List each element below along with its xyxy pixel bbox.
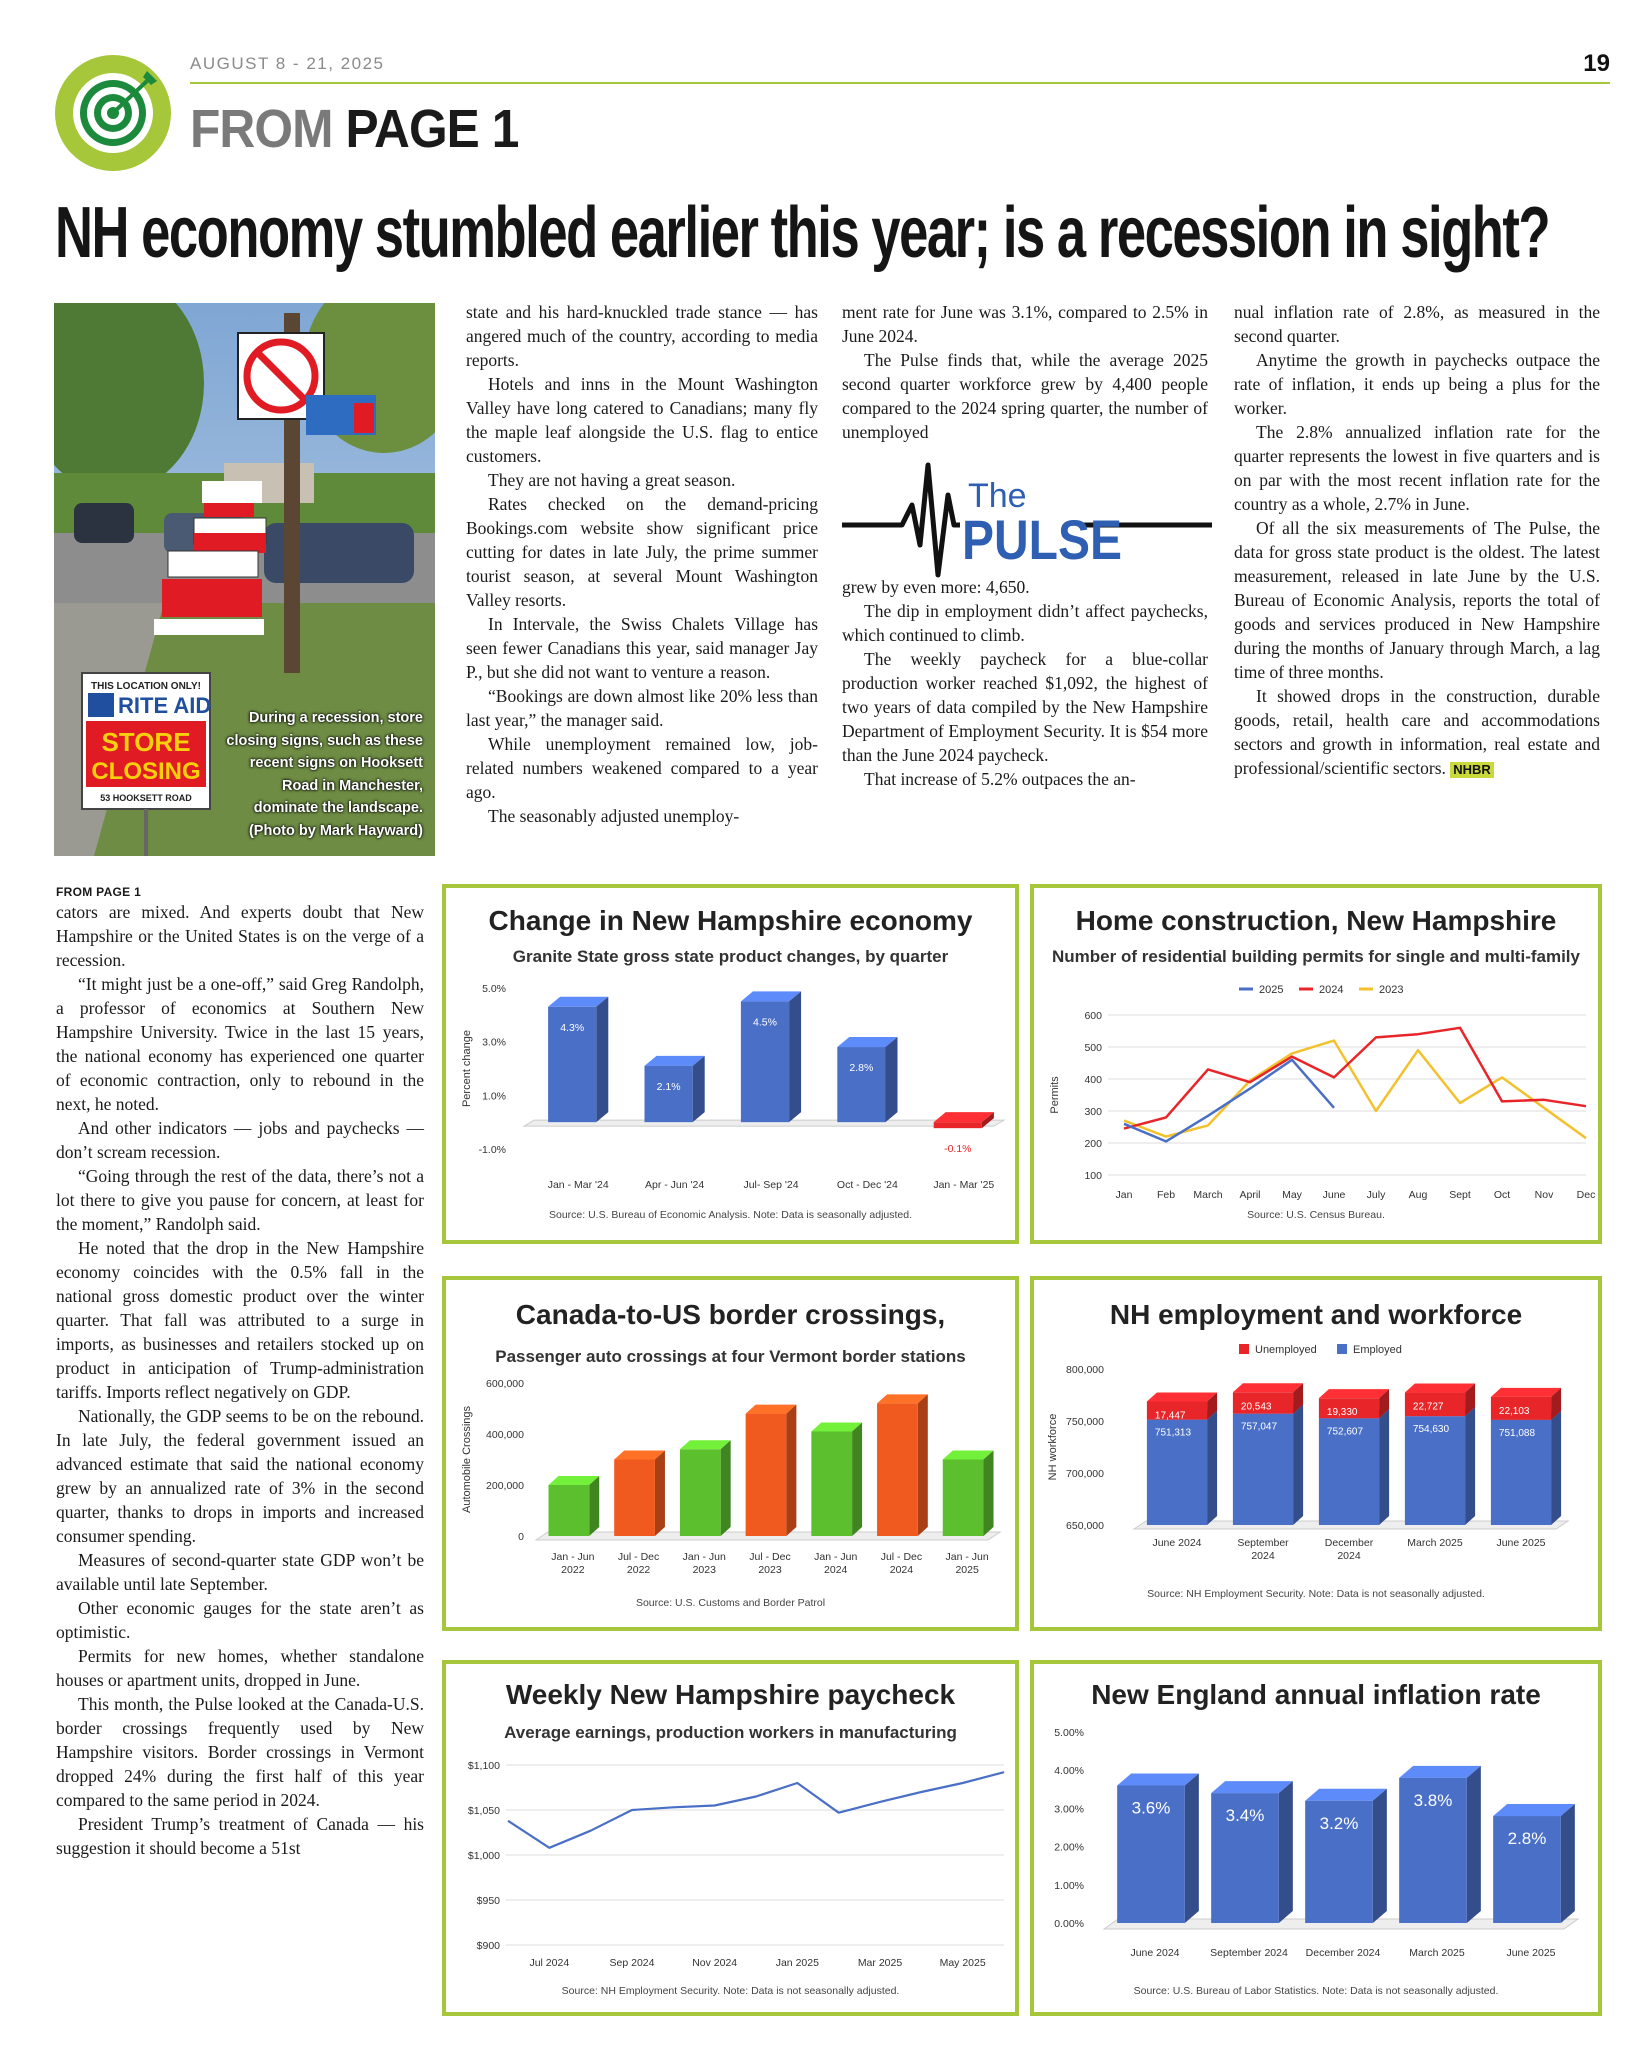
paragraph: “Bookings are down almost like 20% less than last year,” the manager said.: [466, 686, 818, 730]
x-tick-label: Jan - Mar '25: [933, 1179, 995, 1191]
paragraph: And other indicators — jobs and paychecks — don’t scream recession.: [56, 1118, 424, 1162]
bar: [680, 1449, 721, 1536]
x-tick-label: Sep 2024: [609, 1957, 655, 1969]
chart-gsp-box: [442, 884, 1019, 1244]
x-tick-label: Jan - Jun: [814, 1551, 858, 1563]
legend-label: 2024: [1319, 984, 1344, 996]
y-tick-label: 500: [1084, 1042, 1102, 1054]
bar-side: [693, 1056, 705, 1122]
x-tick-label: December: [1324, 1537, 1374, 1549]
legend-label: 2025: [1259, 984, 1284, 996]
x-tick-label: May 2025: [939, 1957, 986, 1969]
paragraph: cators are mixed. And experts doubt that New Hampshire or the United States is on the verge of a recession.: [56, 902, 424, 970]
chart-subtitle: Average earnings, production workers in manufacturing: [504, 1723, 957, 1742]
sign-store-text: STORE: [101, 727, 191, 757]
chart-source: Source: NH Employment Security. Note: Data is not seasonally adjusted.: [561, 1985, 900, 1997]
bar-side: [886, 1037, 898, 1122]
y-tick-label: 5.0%: [482, 983, 506, 995]
x-tick-label: Jan: [1115, 1189, 1133, 1201]
bar-top: [1233, 1383, 1303, 1392]
paragraph: ment rate for June was 3.1%, compared to 2.5% in June 2024.: [842, 302, 1208, 346]
chart-source: Source: U.S. Customs and Border Patrol: [635, 1597, 826, 1609]
bar-side: [1185, 1773, 1199, 1923]
y-tick-label: 800,000: [1066, 1364, 1104, 1376]
bar-value-label: 3.2%: [1319, 1813, 1359, 1833]
paragraph: Hotels and inns in the Mount Washington Valley have long catered to Canadians; many fly the maple leaf alongside the U.S. flag to entice customers.: [466, 374, 818, 466]
bar: [548, 1485, 589, 1536]
chart-source: Source: U.S. Census Bureau.: [1247, 1209, 1385, 1221]
bar-side: [786, 1405, 796, 1536]
bar-side: [852, 1422, 862, 1536]
bar: [837, 1047, 885, 1122]
chart-permits-box: [1030, 884, 1602, 1244]
paragraph: Nationally, the GDP seems to be on the rebound. In late July, the federal government issued an advanced estimate that said the national economy grew by an annualized rate of 3% in the second quarter, thanks to drops in imports and increased consumer spending.: [56, 1406, 424, 1546]
bar-top: [1399, 1766, 1481, 1778]
y-tick-label: $1,100: [467, 1760, 500, 1772]
pulse-the-text: The: [968, 477, 1027, 515]
page-number: 19: [1583, 50, 1610, 77]
y-tick-label: 700,000: [1066, 1468, 1104, 1480]
x-tick-label: April: [1239, 1189, 1261, 1201]
sign-address-text: 53 HOOKSETT ROAD: [100, 793, 192, 803]
y-tick-label: $1,050: [467, 1805, 500, 1817]
bar-side: [589, 1476, 599, 1536]
bar-top: [1493, 1804, 1575, 1816]
bar-value-label: 3.4%: [1225, 1806, 1265, 1826]
x-tick-label: Dec: [1576, 1189, 1596, 1201]
chart-svg: [1034, 1280, 1598, 1627]
x-tick-label-year: 2022: [561, 1564, 585, 1576]
pulse-name-text: PULSE: [962, 508, 1122, 571]
y-tick-label: 5.00%: [1054, 1727, 1084, 1739]
x-tick-label: Jan - Jun: [551, 1551, 595, 1563]
x-tick-label: June: [1322, 1189, 1346, 1201]
header-rule: [190, 82, 1610, 84]
article-column-2-top: [842, 300, 1208, 444]
y-axis-label: Percent change: [461, 1029, 473, 1108]
bar-side: [1561, 1804, 1575, 1923]
bar-top: [1117, 1773, 1199, 1785]
paragraph: Permits for new homes, whether standalone houses or apartment units, dropped in June.: [56, 1646, 424, 1690]
y-tick-label: 300: [1084, 1106, 1102, 1118]
bar-top: [1211, 1781, 1293, 1793]
issue-dateline: AUGUST 8 - 21, 2025: [190, 54, 385, 73]
employed-value-label: 754,630: [1412, 1424, 1450, 1436]
bar-side: [1373, 1789, 1387, 1923]
sign-location-text: THIS LOCATION ONLY!: [91, 681, 201, 692]
bar-value-label: 2.8%: [1507, 1829, 1547, 1849]
bar-top: [1305, 1789, 1387, 1801]
chart-title: Weekly New Hampshire paycheck: [505, 1679, 956, 1710]
y-tick-label: $950: [476, 1895, 500, 1907]
bar-side: [1379, 1409, 1389, 1525]
article-left-column: [56, 900, 424, 1860]
y-tick-label: 3.00%: [1054, 1803, 1084, 1816]
x-tick-label: September 2024: [1210, 1947, 1288, 1959]
x-tick-label-year: 2024: [1251, 1550, 1275, 1562]
sign-closing-text: CLOSING: [91, 758, 201, 785]
paragraph: The weekly paycheck for a blue-collar production worker reached $1,092, the highest of two years of data compiled by the New Hampshire Department of Employment Security. It is $54 more than the June 2024 paycheck.: [842, 649, 1208, 765]
x-tick-label: June 2024: [1152, 1537, 1202, 1549]
chart-title: Home construction, New Hampshire: [1075, 905, 1557, 936]
section-logo: [55, 55, 171, 171]
chart-border-box: [442, 1276, 1019, 1631]
bar-side: [789, 991, 801, 1122]
bar-side: [1293, 1405, 1303, 1525]
y-tick-label: 3.0%: [482, 1036, 506, 1049]
chart-source: Source: NH Employment Security. Note: Data is not seasonally adjusted.: [1147, 1588, 1485, 1600]
y-tick-label: 400: [1084, 1074, 1102, 1086]
article-column-2-bottom: [842, 575, 1208, 791]
y-tick-label: -1.0%: [478, 1144, 506, 1156]
chart-svg: [446, 888, 1015, 1240]
y-tick-label: 750,000: [1066, 1416, 1104, 1428]
bar-top: [1405, 1384, 1475, 1393]
x-tick-label: Jul - Dec: [617, 1551, 660, 1563]
chart-subtitle: Granite State gross state product changes, by quarter: [512, 947, 949, 966]
y-tick-label: 600,000: [486, 1378, 524, 1390]
x-tick-label: Jan - Jun: [945, 1551, 989, 1563]
chart-employment-box: [1030, 1276, 1602, 1631]
y-tick-label: 200,000: [486, 1480, 524, 1492]
bar-top: [1491, 1388, 1561, 1397]
bar: [811, 1431, 852, 1536]
x-tick-label-year: 2025: [955, 1564, 979, 1576]
x-tick-label: Nov: [1534, 1189, 1554, 1201]
x-tick-label: March: [1193, 1189, 1223, 1201]
paragraph: Measures of second-quarter state GDP won’t be available until late September.: [56, 1550, 424, 1594]
x-tick-label: June 2025: [1496, 1537, 1546, 1549]
x-tick-label: Jul - Dec: [749, 1551, 791, 1563]
y-tick-label: 1.0%: [482, 1090, 506, 1103]
store-closing-photo: [54, 303, 435, 856]
x-tick-label: Jan - Jun: [682, 1551, 726, 1563]
x-tick-label: June 2024: [1130, 1947, 1180, 1959]
legend-swatch: [1239, 1344, 1249, 1354]
bar-top: [1319, 1389, 1389, 1398]
x-tick-label-year: 2024: [1337, 1550, 1361, 1562]
legend-label: 2023: [1379, 984, 1404, 996]
x-tick-label-year: 2023: [758, 1564, 782, 1576]
x-tick-label: Oct: [1493, 1189, 1511, 1201]
paragraph: Rates checked on the demand-pricing Bookings.com website show significant price cutting for dates in late July, the prime summer tourist season, at several Mount Washington Valley resorts.: [466, 494, 818, 610]
article-column-1: [466, 300, 818, 828]
x-tick-label: Jan - Mar '24: [547, 1179, 609, 1191]
y-axis-label: Automobile Crossings: [461, 1406, 473, 1513]
bar-side: [1467, 1766, 1481, 1923]
bar: [614, 1460, 655, 1537]
x-tick-label: Nov 2024: [692, 1957, 738, 1969]
paragraph: President Trump’s treatment of Canada — his suggestion it should become a 51st: [56, 1814, 424, 1858]
unemployed-value-label: 22,103: [1498, 1405, 1530, 1417]
chart-title: NH employment and workforce: [1109, 1299, 1523, 1330]
section-title-dark: PAGE 1: [345, 99, 519, 159]
paragraph: The seasonably adjusted unemploy-: [488, 806, 740, 826]
article-column-3: [1234, 300, 1600, 780]
legend-label: Unemployed: [1255, 1344, 1317, 1356]
bar: [934, 1122, 982, 1128]
unemployed-value-label: 22,727: [1412, 1401, 1444, 1413]
x-tick-label: Oct - Dec '24: [836, 1179, 898, 1191]
y-axis-label: NH workforce: [1047, 1413, 1059, 1481]
paragraph-text: It showed drops in the construction, durable goods, retail, health care and accommodations sectors and growth in information, real estate and professional/scientific sectors.: [1234, 686, 1600, 778]
paragraph: state and his hard-knuckled trade stance — has angered much of the country, according to media reports.: [466, 302, 818, 370]
bar: [943, 1460, 984, 1537]
paragraph: grew by even more: 4,650.: [842, 577, 1030, 597]
section-title: [190, 98, 518, 160]
section-title-grey: FROM: [190, 99, 333, 159]
x-tick-label: Feb: [1156, 1189, 1176, 1201]
paragraph: Of all the six measurements of The Pulse, the data for gross state product is the oldest. The latest measurement, released in late June by the U.S. Bureau of Economic Analysis, reports the total of goods and services produced in New Hampshire during the months of January through March, a lag time of three months.: [1234, 518, 1600, 682]
chart-paycheck-box: [442, 1660, 1019, 2016]
paragraph: This month, the Pulse looked at the Canada-U.S. border crossings frequently used by New Hampshire visitors. Border crossings in Vermont dropped 24% during the first half of this year compared to the same period in 2024.: [56, 1694, 424, 1810]
bar-side: [1551, 1411, 1561, 1525]
chart-title: Change in New Hampshire economy: [488, 905, 973, 936]
bar-value-label: 3.6%: [1131, 1798, 1171, 1818]
from-page-label: FROM PAGE 1: [56, 885, 142, 899]
paragraph: That increase of 5.2% outpaces the an-: [864, 769, 1136, 789]
chart-svg: [446, 1664, 1015, 2012]
bar-value-label: 4.3%: [560, 1021, 585, 1034]
paragraph: He noted that the drop in the New Hampshire economy coincides with the 0.5% fall in the national gross domestic product over the winter quarter. That fall was attributed to a surge in imports, as businesses and retailers stocked up on product in anticipation of Trump-administration tariffs. Imports reflect negatively on GDP.: [56, 1238, 424, 1402]
x-tick-label: Jan 2025: [775, 1957, 819, 1969]
bar-side: [1207, 1411, 1217, 1525]
legend-swatch: [1337, 1344, 1347, 1354]
chart-subtitle: Passenger auto crossings at four Vermont border stations: [495, 1347, 966, 1366]
y-tick-label: 100: [1084, 1170, 1102, 1182]
y-tick-label: 600: [1084, 1010, 1102, 1022]
bar-value-label: 4.5%: [753, 1016, 777, 1029]
bar-side: [1465, 1407, 1475, 1525]
legend-label: Employed: [1353, 1344, 1402, 1356]
x-tick-label: Jul 2024: [529, 1957, 570, 1969]
y-tick-label: $900: [476, 1940, 500, 1952]
x-tick-label: July: [1366, 1189, 1386, 1201]
chart-source: Source: U.S. Bureau of Economic Analysis. Note: Data is seasonally adjusted.: [548, 1209, 913, 1221]
y-axis-label: Permits: [1049, 1076, 1061, 1114]
x-tick-label: March 2025: [1407, 1537, 1463, 1549]
x-tick-label: March 2025: [1409, 1947, 1465, 1959]
x-tick-label-year: 2022: [626, 1564, 651, 1576]
chart-inflation-box: [1030, 1660, 1602, 2016]
x-tick-label: May: [1282, 1189, 1302, 1201]
y-tick-label: 650,000: [1066, 1520, 1104, 1532]
bar-side: [918, 1394, 928, 1536]
paragraph: nual inflation rate of 2.8%, as measured in the second quarter.: [1234, 302, 1600, 346]
bar: [877, 1403, 918, 1536]
pulse-logo: [842, 445, 1212, 580]
y-tick-label: 200: [1084, 1138, 1102, 1150]
paragraph: “It might just be a one-off,” said Greg Randolph, a professor of economics at Southern New Hampshire University. Twice in the last 15 years, the national economy has experienced one quarter of economic contraction, only to rebound in the next, he noted.: [56, 974, 424, 1114]
y-tick-label: 2.00%: [1054, 1841, 1084, 1854]
paragraph: In Intervale, the Swiss Chalets Village has seen fewer Canadians this year, said manager Jay P., but she did not want to venture a reason.: [466, 614, 818, 682]
chart-svg: [1034, 1664, 1598, 2012]
paragraph: The 2.8% annualized inflation rate for the quarter represents the lowest in five quarters and is on par with the most recent inflation rate for the country as a whole, 2.7% in June.: [1234, 422, 1600, 514]
paragraph: The Pulse finds that, while the average 2025 second quarter workforce grew by 4,400 people compared to the 2024 spring quarter, the number of unemployed: [842, 350, 1208, 442]
employed-value-label: 751,088: [1498, 1427, 1536, 1439]
unemployed-value-label: 20,543: [1240, 1401, 1272, 1413]
heartbeat-icon: [842, 445, 1212, 580]
x-tick-label: September: [1237, 1537, 1289, 1549]
y-tick-label: 1.00%: [1054, 1879, 1084, 1892]
bar-side: [1279, 1781, 1293, 1923]
target-icon: [55, 55, 171, 171]
paragraph: While unemployment remained low, job-related numbers weakened compared to a year ago.: [466, 734, 818, 802]
bar-side: [596, 997, 608, 1122]
paragraph: Other economic gauges for the state aren’t as optimistic.: [56, 1598, 424, 1642]
paragraph: “Going through the rest of the data, there’s not a lot there to give you pause for concern, at least for the moment,” Randolph said.: [56, 1166, 424, 1234]
x-tick-label: December 2024: [1305, 1947, 1381, 1959]
nhbr-signoff: NHBR: [1450, 762, 1494, 778]
paragraph: They are not having a great season.: [488, 470, 736, 490]
bar: [746, 1414, 787, 1536]
bar: [645, 1066, 693, 1122]
bar-value-label: -0.1%: [944, 1143, 972, 1156]
x-tick-label-year: 2023: [692, 1564, 716, 1576]
unemployed-value-label: 19,330: [1326, 1407, 1358, 1419]
x-tick-label-year: 2024: [889, 1564, 914, 1576]
chart-svg: [446, 1280, 1015, 1627]
bar-side: [984, 1451, 994, 1537]
series-line-2025: [1124, 1060, 1334, 1142]
x-tick-label: Jul - Dec: [880, 1551, 923, 1563]
chart-title: Canada-to-US border crossings,: [515, 1299, 946, 1330]
y-tick-label: 400,000: [486, 1429, 524, 1441]
chart-source: Source: U.S. Bureau of Labor Statistics. Note: Data is not seasonally adjusted.: [1133, 1985, 1499, 1997]
x-tick-label: Mar 2025: [857, 1957, 903, 1969]
y-tick-label: 0.00%: [1054, 1918, 1084, 1930]
chart-subtitle: Number of residential building permits for single and multi-family: [1051, 947, 1581, 966]
x-tick-label: Aug: [1408, 1189, 1428, 1201]
employed-value-label: 757,047: [1240, 1421, 1278, 1433]
paragraph: Anytime the growth in paychecks outpace the rate of inflation, it ends up being a plus for the worker.: [1234, 350, 1600, 418]
bar-value-label: 3.8%: [1413, 1790, 1453, 1810]
x-tick-label: June 2025: [1506, 1947, 1556, 1959]
y-tick-label: 0: [518, 1531, 524, 1543]
paragraph: [1234, 684, 1600, 780]
x-tick-label-year: 2024: [824, 1564, 848, 1576]
bar-top: [1147, 1392, 1217, 1401]
photo-caption: During a recession, store closing signs, such as these recent signs on Hooksett Road in Manchester, dominate the landscape. (Photo by Mark Hayward): [226, 710, 423, 839]
bar-value-label: 2.1%: [656, 1080, 681, 1093]
article-headline: NH economy stumbled earlier this year; is a recession in sight?: [55, 193, 1550, 273]
y-tick-label: $1,000: [467, 1850, 500, 1862]
x-tick-label: Sept: [1449, 1189, 1471, 1201]
x-tick-label: Jul- Sep '24: [743, 1179, 799, 1191]
chart-svg: [1034, 888, 1598, 1240]
y-tick-label: 4.00%: [1054, 1765, 1084, 1778]
chart-title: New England annual inflation rate: [1091, 1679, 1541, 1710]
sign-brand-text: RITE AID: [118, 693, 212, 718]
employed-value-label: 751,313: [1154, 1427, 1192, 1439]
employed-value-label: 752,607: [1326, 1426, 1364, 1438]
bar-side: [655, 1451, 665, 1537]
unemployed-value-label: 17,447: [1154, 1410, 1186, 1422]
paragraph: The dip in employment didn’t affect paychecks, which continued to climb.: [842, 601, 1208, 645]
x-tick-label: Apr - Jun '24: [644, 1179, 705, 1191]
bar-side: [721, 1440, 731, 1536]
bar-value-label: 2.8%: [849, 1062, 874, 1075]
